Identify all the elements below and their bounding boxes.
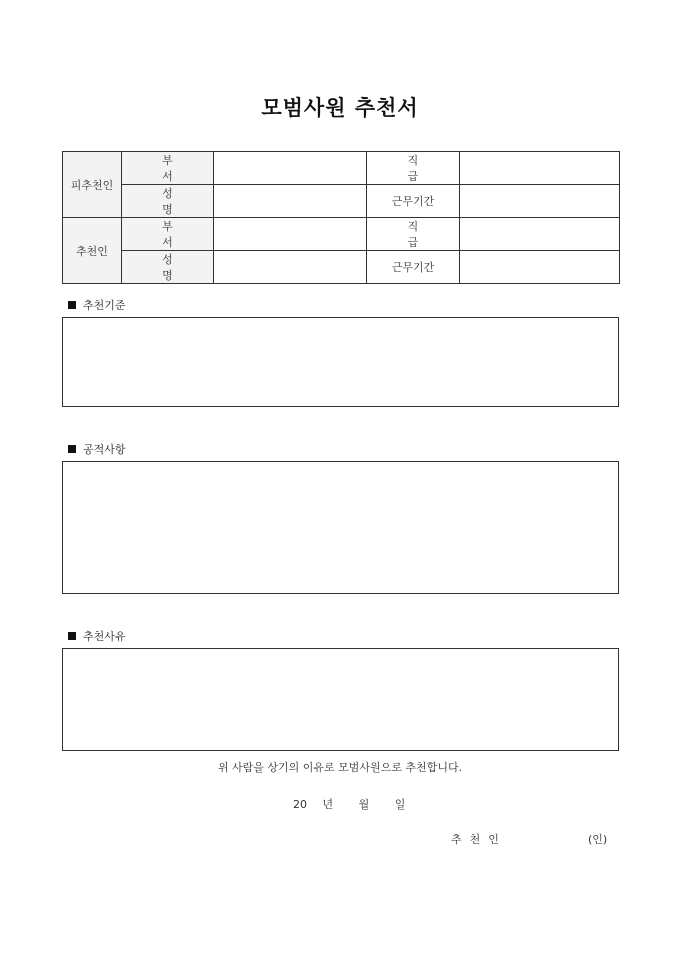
date-line bbox=[293, 796, 405, 812]
recommendation-statement: 위 사람을 상기의 이유로 모범사원으로 추천합니다. bbox=[217, 761, 463, 774]
reason-heading bbox=[68, 628, 126, 644]
recommender-rank-label: 직 급 bbox=[367, 218, 460, 251]
recommender-group-label: 추천인 bbox=[63, 218, 122, 284]
square-bullet-icon bbox=[68, 632, 76, 640]
date-day-label: 일 bbox=[394, 798, 406, 811]
criteria-box[interactable] bbox=[62, 317, 619, 407]
document-title: 모범사원 추천서 bbox=[261, 96, 419, 120]
recommender-row-dept bbox=[63, 218, 620, 251]
date-year-label: 년 bbox=[322, 798, 334, 811]
square-bullet-icon bbox=[68, 445, 76, 453]
seal-mark: (인) bbox=[588, 833, 608, 846]
nominee-row-name bbox=[63, 185, 620, 218]
recommender-row-name bbox=[63, 251, 620, 284]
nominee-rank-field[interactable] bbox=[460, 152, 620, 185]
recommender-dept-label: 부 서 bbox=[122, 218, 214, 251]
nominee-tenure-label: 근무기간 bbox=[367, 185, 460, 218]
nominee-name-field[interactable] bbox=[214, 185, 367, 218]
achievements-box[interactable] bbox=[62, 461, 619, 594]
date-year-prefix: 20 bbox=[293, 798, 307, 811]
recommender-name-field[interactable] bbox=[214, 251, 367, 284]
nominee-dept-label: 부 서 bbox=[122, 152, 214, 185]
nominee-dept-field[interactable] bbox=[214, 152, 367, 185]
nominee-row-dept bbox=[63, 152, 620, 185]
info-table bbox=[62, 151, 620, 284]
achievements-heading-text: 공적사항 bbox=[83, 443, 126, 456]
reason-heading-text: 추천사유 bbox=[83, 630, 126, 643]
criteria-heading-text: 추천기준 bbox=[83, 299, 126, 312]
criteria-heading bbox=[68, 297, 126, 313]
achievements-heading bbox=[68, 441, 126, 457]
nominee-rank-label: 직 급 bbox=[367, 152, 460, 185]
recommender-name-label: 성 명 bbox=[122, 251, 214, 284]
date-month-label: 월 bbox=[358, 798, 370, 811]
nominee-tenure-field[interactable] bbox=[460, 185, 620, 218]
signer-label: 추천인 bbox=[451, 833, 507, 846]
square-bullet-icon bbox=[68, 301, 76, 309]
nominee-name-label: 성 명 bbox=[122, 185, 214, 218]
recommender-tenure-label: 근무기간 bbox=[367, 251, 460, 284]
recommender-tenure-field[interactable] bbox=[460, 251, 620, 284]
recommender-rank-field[interactable] bbox=[460, 218, 620, 251]
reason-box[interactable] bbox=[62, 648, 619, 751]
nominee-group-label: 피추천인 bbox=[63, 152, 122, 218]
recommender-dept-field[interactable] bbox=[214, 218, 367, 251]
